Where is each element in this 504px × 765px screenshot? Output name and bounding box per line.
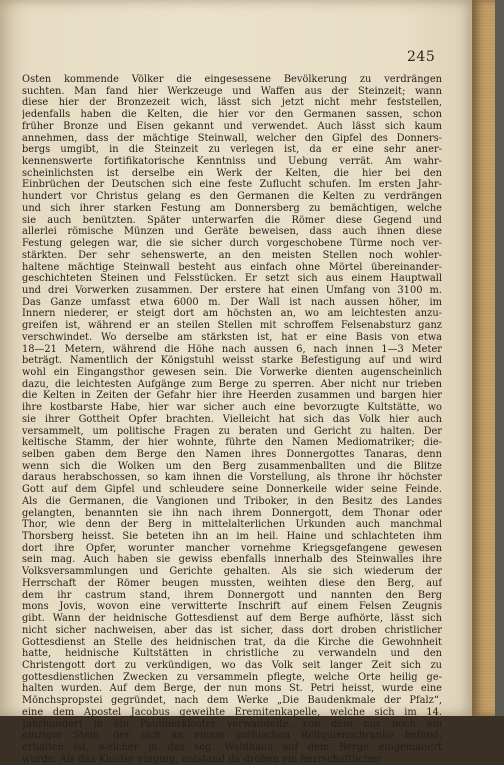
text-line: Festung gelegen war, die sie sicher durch vorgeschobene Türme noch ver- [22, 238, 442, 250]
text-line: Gottesdienst an Stelle des heidnischen trat, da die Kirche die Gewohnheit [22, 636, 442, 648]
text-line: wohl ein Eingangsthor gewesen sein. Die Vorwerke dienten augenscheinlich [22, 366, 442, 378]
text-line: Thor, wie denn der Berg in mittelalterlichen Urkunden auch manchmal [22, 519, 442, 531]
text-line: scheinlichsten ist derselbe ein Werk der Kelten, die hier bei den [22, 167, 442, 179]
text-line: dort ihre Opfer, worunter mancher vornehme Kriegsgefangene gewesen [22, 542, 442, 554]
text-line: diese hier der Bronzezeit wich, lässt sich jetzt nicht mehr feststellen, [22, 97, 442, 109]
text-line: erhalten ist, welcher in das sog. Waldhaus auf dem Berge eingemauert [22, 741, 442, 753]
text-line: und drei Vorwerken zusammen. Der erstere hat einen Umfang von 3100 m. [22, 284, 442, 296]
text-line: eine dem Apostel Jacobus geweihte Eremitenkapelle, welche sich im 14. [22, 706, 442, 718]
body-text [22, 74, 442, 765]
page-number: 245 [407, 49, 436, 65]
text-line: Jahrhundert in ein Paulinerkloster verwandelte, von dem nur noch ein [22, 718, 442, 730]
text-line: beträgt. Namentlich der Königstuhl weisst starke Befestigung auf und wird [22, 355, 442, 367]
text-line: dazu, die leichtesten Aufgänge zum Berge zu sperren. Aber nicht nur trieben [22, 378, 442, 390]
text-line: annehmen, dass der mächtige Steinwall, welcher den Gipfel des Donners- [22, 132, 442, 144]
text-line: kennenswerte fortifikatorische Kenntniss und Uebung verrät. Am wahr- [22, 156, 442, 168]
text-line: selben gaben dem Berge den Namen ihres Donnergottes Tanaras, denn [22, 449, 442, 460]
text-line: Mönchspropstei gegründet, nach dem Werke „Die Baudenkmale der Pfalz“, [22, 695, 442, 707]
text-line: Herrschaft der Römer beugen mussten, weihten diese den Berg, auf [22, 577, 442, 589]
text-line: gibt. Wann der heidnische Gottesdienst auf dem Berge aufhörte, lässt sich [22, 613, 442, 625]
text-line: sie auch benützten. Später unterwarfen die Römer diese Gegend und [22, 214, 442, 226]
text-line: haltene mächtige Steinwall besteht aus einfach ohne Mörtel übereinander- [22, 261, 442, 273]
text-line: suchten. Man fand hier Werkzeuge und Waffen aus der Steinzeit; wann [22, 85, 442, 97]
text-line: ihre kostbarste Habe, hier war sicher auch eine bevorzugte Kultstätte, wo [22, 402, 442, 414]
text-line: greifen ist, während er an steilen Stellen mit schroffem Felsenabsturz ganz [22, 320, 442, 332]
text-line: hatte, heidnische Kultstätten in christliche zu verwandeln und den [22, 648, 442, 660]
text-line: wenn sich die Wolken um den Berg zusammenballten und die Blitze [22, 460, 442, 472]
text-line: halten wurden. Auf dem Berge, der nun mons St. Petri heisst, wurde eine [22, 683, 442, 695]
text-line: bergs umgibt, in die Steinzeit zu verlegen ist, da er eine sehr aner- [22, 144, 442, 156]
text-line: sein mag. Auch haben sie gewiss ebenfalls innerhalb des Steinwalles ihre [22, 554, 442, 566]
text-line: stärkten. Der sehr sehenswerte, an den meisten Stellen noch wohler- [22, 249, 442, 261]
text-line: wurde. Als das Kloster einging, entstand da droben ein herrschaftlicher [22, 753, 382, 765]
text-line: nicht sicher nachweisen, aber das ist sicher, dass dort droben christlicher [22, 624, 442, 636]
text-line: und sich ihrer starken Festung am Donnersberg zu bemächtigen, welche [22, 202, 442, 214]
text-line: keltische Stamm, der hier wohnte, führte den Namen Mediomatriker; die- [22, 437, 442, 449]
text-line: Einbrüchen der Deutschen sich eine feste Zuflucht schufen. Im ersten Jahr- [22, 179, 442, 191]
text-line: Innern niederer, er steigt dort am höchsten an, wo am leichtesten anzu- [22, 308, 442, 320]
text-line: Christengott dort zu verkündigen, wo das Volk seit langer Zeit sich zu [22, 659, 442, 671]
text-line: mons Jovis, wovon eine verwitterte Inschrift auf einem Felsen Zeugnis [22, 601, 442, 613]
text-line: Gott auf dem Gipfel und schleudere seine Donnerkeile wider seine Feinde. [22, 484, 442, 496]
text-line: früher Bronze und Eisen gekannt und verwendet. Auch lässt sich kaum [22, 120, 442, 132]
text-line: versammelt, um politische Fragen zu beraten und Gericht zu halten. Der [22, 425, 442, 437]
text-line: gelangten, benannten sie ihn nach ihrem Donnergott, dem Thonar oder [22, 507, 442, 519]
text-line: Osten kommende Völker die eingesessene Bevölkerung zu verdrängen [22, 74, 442, 85]
text-line: Das Ganze umfasst etwa 6000 m. Der Wall ist nach aussen höher, im [22, 296, 442, 308]
text-line: dem ihr castrum stand, ihrem Donnergott und nannten den Berg [22, 589, 442, 601]
text-line: geschichteten Steinen und Felsstücken. Er setzt sich aus einem Hauptwall [22, 273, 442, 285]
text-line: Als die Germanen, die Vangionen und Triboker, in den Besitz des Landes [22, 495, 442, 507]
text-line: daraus herabschossen, so kam ihnen die Vorstellung, als throne ihr höchster [22, 472, 442, 484]
text-line: Volksversammlungen und Gerichte gehalten. Als sie sich wiederum der [22, 566, 442, 578]
background-surface [495, 0, 504, 716]
text-line: hundert vor Christus gelang es den Germanen die Kelten zu verdrängen [22, 191, 442, 203]
text-line: 18—21 Metern, während die Höhe nach aussen 6, nach innen 1—3 Meter [22, 343, 442, 355]
text-line: jedenfalls haben die Kelten, die hier vor den Germanen sassen, schon [22, 109, 442, 121]
text-line: Thorsberg heisst. Sie beteten ihn an im heil. Haine und schlachteten ihm [22, 531, 442, 543]
text-line: einziger Stein, der sich an einem gothischen Reliquienschranke befand, [22, 730, 442, 742]
text-line: gottesdienstlichen Zwecken zu versammeln pflegte, welche Orte heilig ge- [22, 671, 442, 683]
text-line: die Kelten in Zeiten der Gefahr hier ihre Heerden zusammen und bargen hier [22, 390, 442, 402]
text-line: verschwindet. Wo derselbe am stärksten ist, hat er eine Basis von etwa [22, 331, 442, 343]
text-line: sie ihrer Gottheit Opfer brachten. Vielleicht hat sich das Volk hier auch [22, 413, 442, 425]
text-line: allerlei römische Münzen und Geräte beweisen, dass auch ihnen diese [22, 226, 442, 238]
